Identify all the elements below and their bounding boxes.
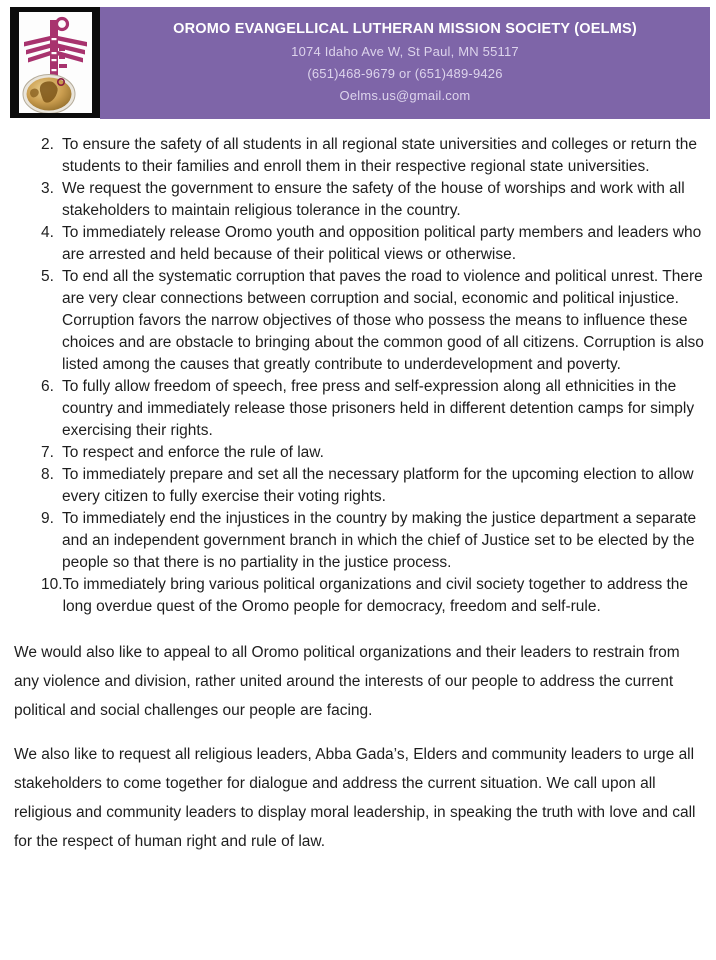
list-item xyxy=(14,376,704,442)
list-item xyxy=(14,464,704,508)
org-address: 1074 Idaho Ave W, St Paul, MN 55117 xyxy=(291,44,519,59)
list-item xyxy=(14,574,704,618)
list-item-number: 3. xyxy=(41,180,54,197)
appeal-paragraph: We would also like to appeal to all Oromo political organizations and their leaders to restrain from any violence and division, rather united around the interests of our people to address the current political and social challenges our people are facing. xyxy=(14,644,680,719)
globe-icon xyxy=(23,75,75,114)
list-item xyxy=(14,178,704,222)
list-item xyxy=(14,442,704,464)
list-item-number: 6. xyxy=(41,378,54,395)
cross-icon xyxy=(24,19,87,83)
list-item-number: 4. xyxy=(41,224,54,241)
list-item-number: 2. xyxy=(41,136,54,153)
list-item xyxy=(14,266,704,376)
org-phones: (651)468-9679 or (651)489-9426 xyxy=(307,66,503,81)
org-email: Oelms.us@gmail.com xyxy=(339,88,471,103)
org-logo xyxy=(10,7,100,118)
org-name: OROMO EVANGELLICAL LUTHERAN MISSION SOCIETY (OELMS) xyxy=(173,21,637,37)
religious-leaders-paragraph: We also like to request all religious leaders, Abba Gada’s, Elders and community leaders to urge all stakeholders to come together for dialogue and address the current situation. We call upon all religious and community leaders to display moral leadership, in speaking the truth with love and call for the respect of human right and rule of law. xyxy=(14,746,696,850)
list-item-text: To immediately end the injustices in the country by making the justice department a separate and an independent government branch in which the chief of Justice set to be elected by the people so that there is no partiality in the justice process. xyxy=(62,510,697,571)
list-item xyxy=(14,508,704,574)
list-item-text: We request the government to ensure the safety of the house of worships and work with all stakeholders to maintain religious tolerance in the country. xyxy=(62,180,685,219)
list-item xyxy=(14,222,704,266)
letter-body xyxy=(14,134,704,856)
header-banner xyxy=(100,7,710,119)
list-item-text: To immediately release Oromo youth and opposition political party members and leaders who are arrested and held because of their political views or otherwise. xyxy=(62,224,702,263)
letterhead xyxy=(10,7,710,119)
list-item-number: 10. xyxy=(41,576,63,593)
list-item-number: 5. xyxy=(41,268,54,285)
list-item-text: To immediately prepare and set all the necessary platform for the upcoming election to allow every citizen to fully exercise their voting rights. xyxy=(62,466,694,505)
list-item-number: 8. xyxy=(41,466,54,483)
list-item-number: 9. xyxy=(41,510,54,527)
list-item xyxy=(14,134,704,178)
list-item-text: To immediately bring various political organizations and civil society together to address the long overdue quest of the Oromo people for democracy, freedom and self-rule. xyxy=(62,576,689,615)
list-item-text: To respect and enforce the rule of law. xyxy=(62,444,324,461)
list-item-number: 7. xyxy=(41,444,54,461)
list-item-text: To ensure the safety of all students in all regional state universities and colleges or return the students to their families and enroll them in their respective regional state universities. xyxy=(62,136,698,175)
list-item-text: To fully allow freedom of speech, free press and self-expression along all ethnicities in the country and immediately release those prisoners held in different detention camps for simply exercising their rights. xyxy=(62,378,695,439)
demands-list xyxy=(14,134,704,618)
list-item-text: To end all the systematic corruption that paves the road to violence and political unrest. There are very clear connections between corruption and social, economic and political injustice. Corruption favors the narrow objectives of those who possess the means to influence these choices and are obstacle to bringing about the common good of all citizens. Corruption is also listed among the causes that greatly contribute to underdevelopment and poverty. xyxy=(62,268,704,373)
org-logo-inner xyxy=(19,12,92,113)
org-logo-graphic xyxy=(19,12,92,113)
